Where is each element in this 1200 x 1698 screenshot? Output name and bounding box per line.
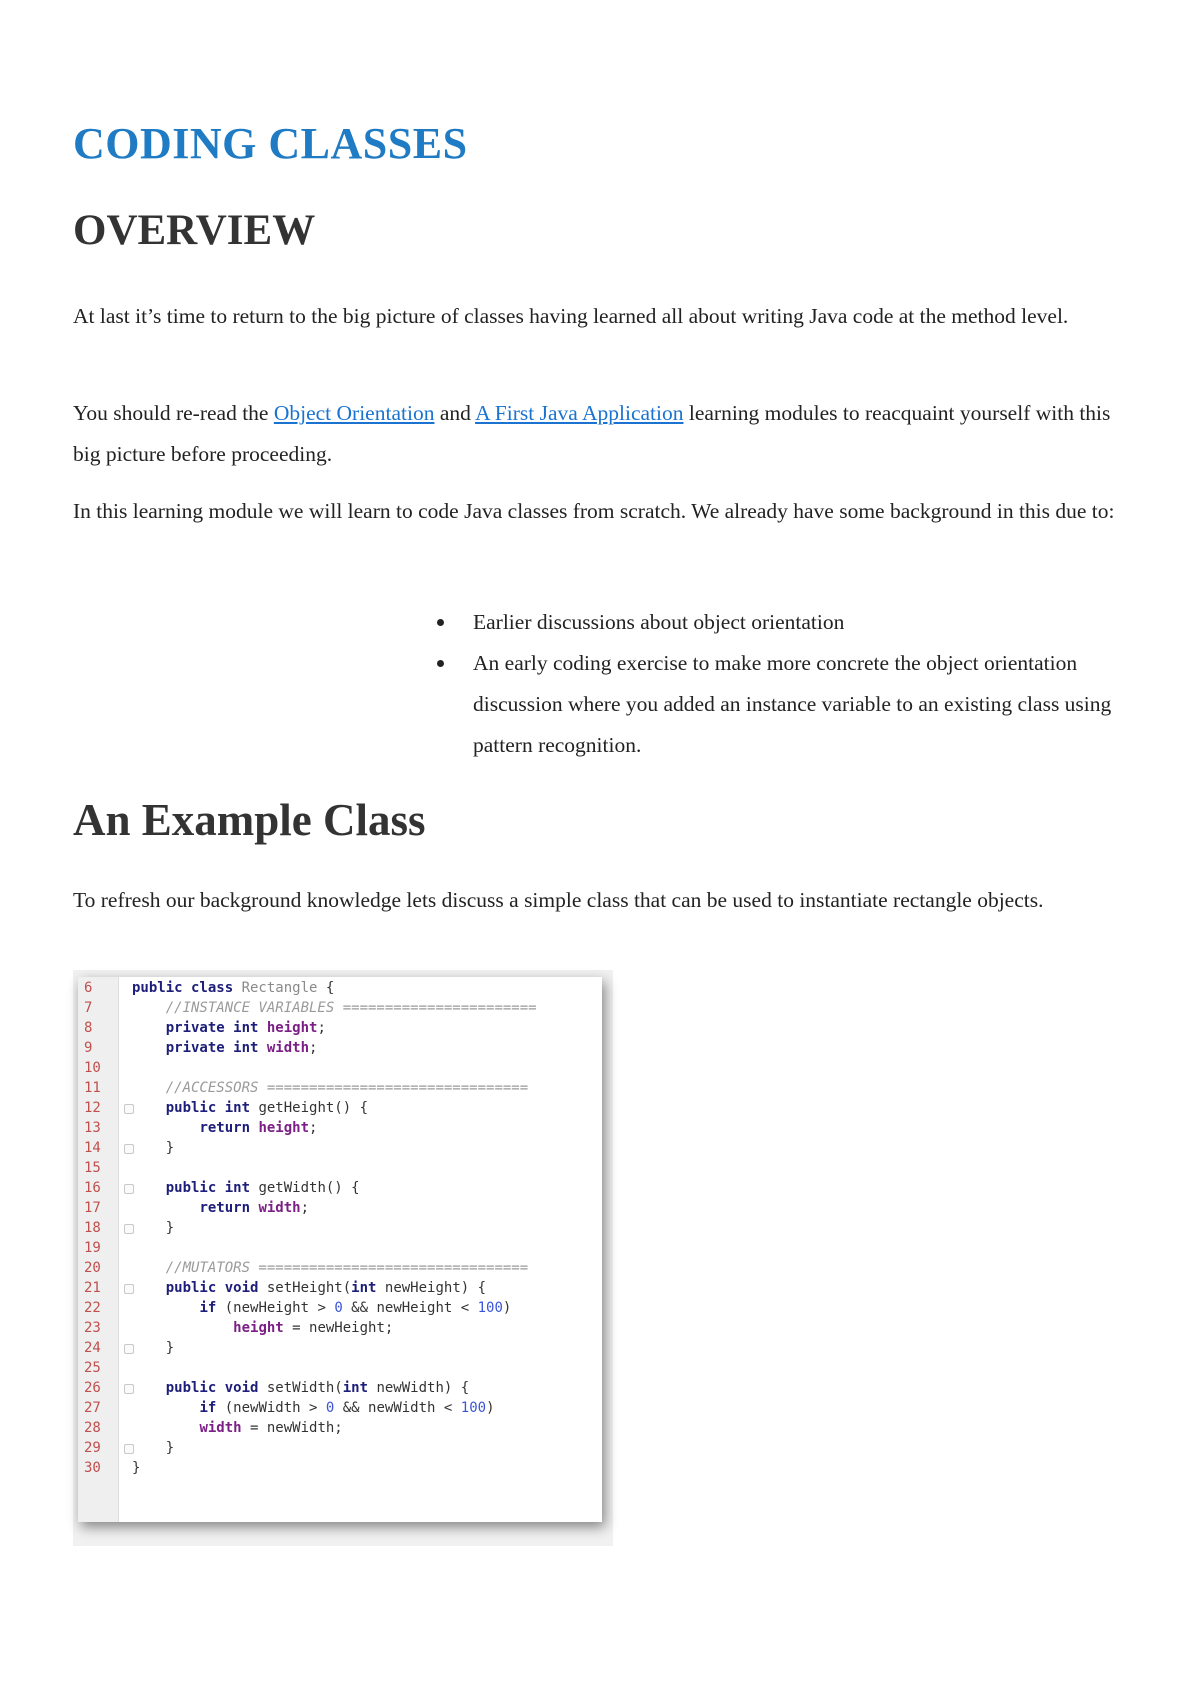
line-number: 15 xyxy=(84,1160,101,1176)
code-token: 100 xyxy=(477,1300,503,1316)
code-token: ; xyxy=(309,1040,318,1056)
code-text xyxy=(132,1418,343,1438)
code-token: 0 xyxy=(334,1300,343,1316)
code-screenshot xyxy=(78,977,602,1522)
code-text xyxy=(132,1438,174,1458)
code-line xyxy=(78,1418,602,1438)
code-token: return xyxy=(199,1200,259,1216)
code-text xyxy=(132,1258,528,1278)
code-token: if xyxy=(199,1300,225,1316)
code-line xyxy=(78,1138,602,1158)
code-line xyxy=(78,1118,602,1138)
line-number: 14 xyxy=(84,1140,101,1156)
code-token: newWidth) { xyxy=(376,1380,470,1396)
code-token: width xyxy=(258,1200,301,1216)
line-number: 30 xyxy=(84,1460,101,1476)
code-line xyxy=(78,1338,602,1358)
code-text xyxy=(132,1098,368,1118)
code-text xyxy=(132,1218,174,1238)
paragraph-intro: At last it’s time to return to the big picture of classes having learned all about writing Java code at the method level. xyxy=(73,304,1069,328)
line-number: 17 xyxy=(84,1200,101,1216)
code-token: private int xyxy=(165,1020,267,1036)
line-number: 29 xyxy=(84,1440,101,1456)
heading-overview: OVERVIEW xyxy=(73,207,316,254)
code-text xyxy=(132,1318,393,1338)
code-token: private int xyxy=(165,1040,267,1056)
code-token: = newWidth; xyxy=(241,1420,343,1436)
code-line xyxy=(78,1438,602,1458)
line-number: 7 xyxy=(84,1000,93,1016)
code-token: { xyxy=(317,980,335,996)
line-number: 10 xyxy=(84,1060,101,1076)
code-token: public void xyxy=(165,1380,267,1396)
code-token: public int xyxy=(165,1180,259,1196)
code-text xyxy=(132,1298,511,1318)
code-token: ) xyxy=(502,1300,512,1316)
code-text xyxy=(132,1018,326,1038)
code-token: public void xyxy=(165,1280,267,1296)
code-token: && newHeight < xyxy=(342,1300,478,1316)
code-token: return xyxy=(199,1120,259,1136)
paragraph-module: In this learning module we will learn to code Java classes from scratch. We already have some background in this due to: xyxy=(73,499,1115,523)
code-token: } xyxy=(132,1460,141,1476)
code-token: (newHeight > xyxy=(224,1300,335,1316)
code-text xyxy=(132,1378,469,1398)
line-number: 6 xyxy=(84,980,93,996)
code-token: ) xyxy=(486,1400,495,1416)
line-number: 16 xyxy=(84,1180,101,1196)
code-line xyxy=(78,1058,602,1078)
code-token: ; xyxy=(317,1020,326,1036)
background-bullet-list xyxy=(435,602,1135,766)
code-token: //INSTANCE VARIABLES ======================= xyxy=(165,1000,537,1016)
line-number: 25 xyxy=(84,1360,101,1376)
list-item xyxy=(435,602,1135,643)
code-line xyxy=(78,1278,602,1298)
code-text xyxy=(132,1178,360,1198)
code-text xyxy=(132,1138,174,1158)
code-token: setHeight( xyxy=(266,1280,352,1296)
code-token: getWidth() { xyxy=(258,1180,360,1196)
list-item-text: Earlier discussions about object orientation xyxy=(473,610,845,634)
line-number: 27 xyxy=(84,1400,101,1416)
code-token: //MUTATORS ================================ xyxy=(165,1260,529,1276)
code-token: 100 xyxy=(460,1400,487,1416)
paragraph-reread-text-1: You should re-read the xyxy=(73,401,274,425)
code-line xyxy=(78,1378,602,1398)
code-line xyxy=(78,1098,602,1118)
line-number: 9 xyxy=(84,1040,93,1056)
code-text xyxy=(132,978,334,998)
code-text xyxy=(132,1458,140,1478)
code-token: int xyxy=(351,1280,385,1296)
code-token: height xyxy=(266,1020,318,1036)
code-token: } xyxy=(165,1340,175,1356)
line-number: 23 xyxy=(84,1320,101,1336)
code-token: public class xyxy=(132,980,242,996)
code-token: } xyxy=(165,1220,175,1236)
code-text xyxy=(132,1398,495,1418)
code-token: public int xyxy=(165,1100,259,1116)
code-token: 0 xyxy=(325,1400,335,1416)
code-line xyxy=(78,978,602,998)
line-number: 24 xyxy=(84,1340,101,1356)
code-line xyxy=(78,1178,602,1198)
code-line xyxy=(78,1018,602,1038)
bullet-icon xyxy=(437,660,444,667)
line-number: 28 xyxy=(84,1420,101,1436)
code-token: //ACCESSORS =============================== xyxy=(165,1080,529,1096)
code-line xyxy=(78,1038,602,1058)
line-number: 22 xyxy=(84,1300,101,1316)
code-line xyxy=(78,1458,602,1478)
code-token: if xyxy=(199,1400,225,1416)
code-token: width xyxy=(199,1420,242,1436)
code-line xyxy=(78,1318,602,1338)
code-text xyxy=(132,1078,528,1098)
code-text xyxy=(132,998,537,1018)
code-text xyxy=(132,1338,174,1358)
code-line xyxy=(78,1358,602,1378)
code-line xyxy=(78,1398,602,1418)
document-title: CODING CLASSES xyxy=(73,119,468,168)
line-number: 21 xyxy=(84,1280,101,1296)
code-line xyxy=(78,1238,602,1258)
code-text xyxy=(132,1198,309,1218)
line-number: 20 xyxy=(84,1260,101,1276)
code-line xyxy=(78,1298,602,1318)
code-token: = newHeight; xyxy=(283,1320,394,1336)
code-token: ; xyxy=(309,1120,318,1136)
code-text xyxy=(132,1118,317,1138)
paragraph-reread-text-2: and xyxy=(434,401,476,425)
list-item-text: An early coding exercise to make more concrete the object orientation discussion where you added an instance variable to an existing class using pattern recognition. xyxy=(473,651,1112,757)
code-token: height xyxy=(258,1120,310,1136)
code-token: width xyxy=(266,1040,310,1056)
line-number: 8 xyxy=(84,1020,93,1036)
code-token: } xyxy=(165,1440,175,1456)
code-line xyxy=(78,1078,602,1098)
line-number: 26 xyxy=(84,1380,101,1396)
code-token: && newWidth < xyxy=(334,1400,461,1416)
line-number: 11 xyxy=(84,1080,101,1096)
code-token: height xyxy=(233,1320,284,1336)
code-line xyxy=(78,1258,602,1278)
code-token: setWidth( xyxy=(266,1380,343,1396)
link-first-java-application[interactable]: A First Java Application xyxy=(475,401,684,425)
code-line xyxy=(78,1158,602,1178)
code-line xyxy=(78,1198,602,1218)
paragraph-reread-text-3: learning modules to reacquaint yourself with this big picture before proceeding. xyxy=(73,401,1111,466)
paragraph-refresh: To refresh our background knowledge lets discuss a simple class that can be used to instantiate rectangle objects. xyxy=(73,888,1044,912)
heading-example-class: An Example Class xyxy=(73,795,426,845)
line-number: 12 xyxy=(84,1100,101,1116)
code-token: (newWidth > xyxy=(224,1400,326,1416)
link-object-orientation[interactable]: Object Orientation xyxy=(273,401,435,425)
code-token: int xyxy=(342,1380,377,1396)
code-token: } xyxy=(165,1140,175,1156)
paragraph-reread xyxy=(73,393,1133,475)
code-token: ; xyxy=(300,1200,310,1216)
code-text xyxy=(132,1038,317,1058)
line-number: 19 xyxy=(84,1240,101,1256)
code-text xyxy=(132,1278,486,1298)
line-number: 18 xyxy=(84,1220,101,1236)
code-line xyxy=(78,1218,602,1238)
list-item xyxy=(435,643,1135,766)
code-line xyxy=(78,998,602,1018)
line-number: 13 xyxy=(84,1120,101,1136)
bullet-icon xyxy=(437,619,444,626)
code-token: newHeight) { xyxy=(384,1280,487,1296)
code-token: Rectangle xyxy=(241,980,318,996)
code-token: getHeight() { xyxy=(258,1100,369,1116)
